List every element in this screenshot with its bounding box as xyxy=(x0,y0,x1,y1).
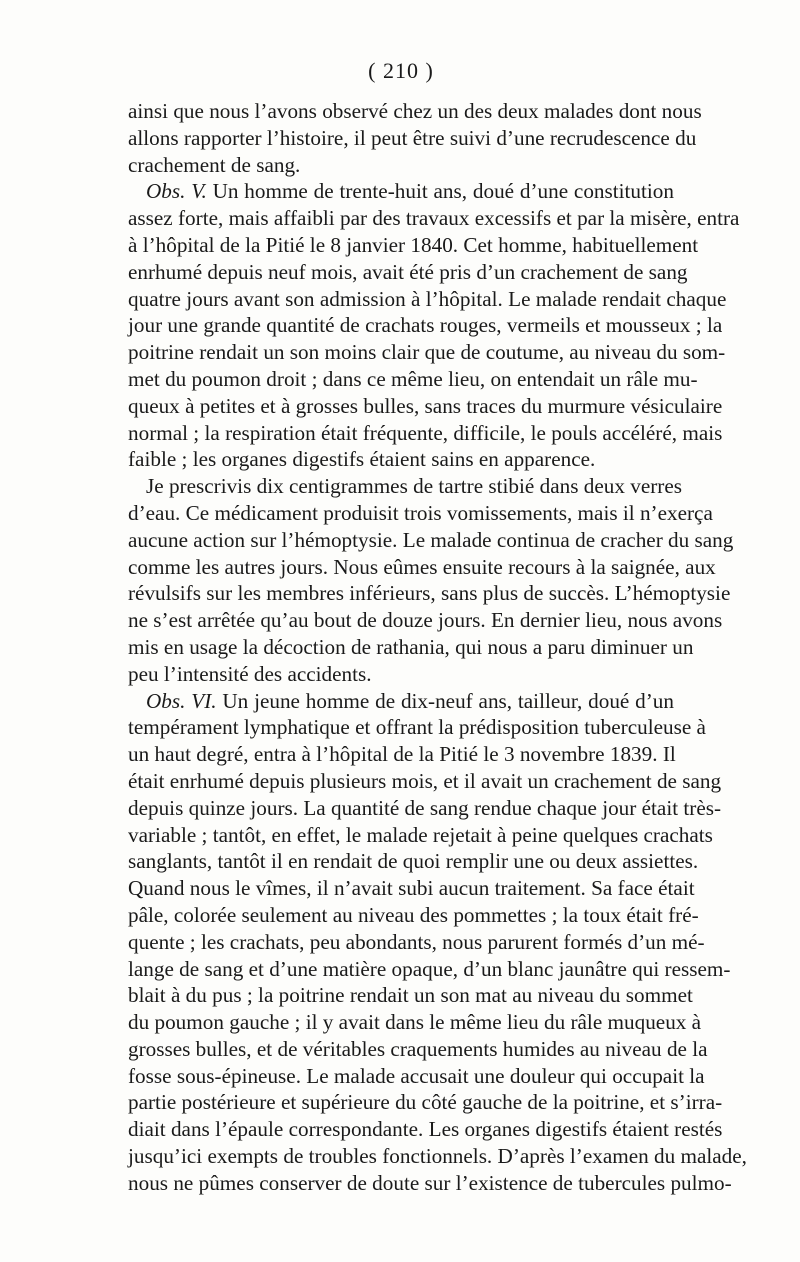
text-line xyxy=(128,956,731,983)
text-line xyxy=(128,741,674,768)
line-text: pâle, colorée seulement au niveau des pommettes ; la toux était fré- xyxy=(128,902,699,927)
text-line xyxy=(128,795,722,822)
text-line xyxy=(128,1089,723,1116)
text-line xyxy=(128,339,726,366)
text-line xyxy=(128,875,695,902)
line-text: peu l’intensité des accidents. xyxy=(128,661,372,686)
line-text: faible ; les organes digestifs étaient sains en apparence. xyxy=(128,447,596,472)
observation-label: Obs. VI. xyxy=(146,688,217,713)
line-text: blait à du pus ; la poitrine rendait un son mat au niveau du sommet xyxy=(128,983,693,1008)
book-page xyxy=(128,56,747,1206)
text-line xyxy=(128,902,699,929)
text-line xyxy=(128,205,740,232)
text-line xyxy=(128,366,698,393)
line-text: Quand nous le vîmes, il n’avait subi aucun traitement. Sa face était xyxy=(128,876,695,901)
text-line xyxy=(128,848,699,875)
text-line xyxy=(128,178,674,205)
line-text: grosses bulles, et de véritables craquements humides au niveau de la xyxy=(128,1036,708,1061)
text-line xyxy=(128,125,697,152)
line-text: diait dans l’épaule correspondante. Les organes digestifs étaient restés xyxy=(128,1117,723,1142)
line-text: partie postérieure et supérieure du côté gauche de la poitrine, et s’irra- xyxy=(128,1090,723,1115)
page-number: ( 210 ) xyxy=(368,58,434,83)
text-line xyxy=(128,1036,708,1063)
text-line xyxy=(128,232,699,259)
line-text: sanglants, tantôt il en rendait de quoi remplir une ou deux assiettes. xyxy=(128,849,699,874)
line-text: quatre jours avant son admission à l’hôpital. Le malade rendait chaque xyxy=(128,286,727,311)
line-text: met du poumon droit ; dans ce même lieu, on entendait un râle mu- xyxy=(128,366,698,391)
text-line xyxy=(128,554,716,581)
text-line xyxy=(128,259,688,286)
text-line xyxy=(128,580,731,607)
line-text: normal ; la respiration était fréquente, difficile, le pouls accéléré, mais xyxy=(128,420,723,445)
line-text: aucune action sur l’hémoptysie. Le malade continua de cracher du sang xyxy=(128,527,734,552)
line-text: enrhumé depuis neuf mois, avait été pris d’un crachement de sang xyxy=(128,259,688,284)
text-line xyxy=(128,393,723,420)
line-text: depuis quinze jours. La quantité de sang rendue chaque jour était très- xyxy=(128,795,722,820)
text-line xyxy=(128,152,674,179)
text-line xyxy=(128,822,713,849)
text-line xyxy=(128,1143,747,1170)
line-text: jour une grande quantité de crachats rouges, vermeils et mousseux ; la xyxy=(128,313,723,338)
observation-label: Obs. V. xyxy=(146,179,207,204)
line-text: mis en usage la décoction de rathania, qui nous a paru diminuer un xyxy=(128,634,694,659)
text-line xyxy=(128,500,713,527)
line-text: à l’hôpital de la Pitié le 8 janvier 1840. Cet homme, habituellement xyxy=(128,232,699,257)
line-text: variable ; tantôt, en effet, le malade rejetait à peine quelques crachats xyxy=(128,822,713,847)
line-text: un haut degré, entra à l’hôpital de la Pitié le 3 novembre 1839. Il xyxy=(128,742,676,767)
line-text: comme les autres jours. Nous eûmes ensuite recours à la saignée, aux xyxy=(128,554,716,579)
text-line xyxy=(128,420,723,447)
line-text: assez forte, mais affaibli par des travaux excessifs et par la misère, entra xyxy=(128,206,740,231)
text-line xyxy=(128,607,723,634)
text-line xyxy=(128,982,693,1009)
line-text: du poumon gauche ; il y avait dans le même lieu du râle muqueux à xyxy=(128,1010,702,1035)
text-line xyxy=(128,446,674,473)
line-text: d’eau. Ce médicament produisit trois vomissements, mais il n’exerça xyxy=(128,500,713,525)
line-text: quente ; les crachats, peu abondants, nous parurent formés d’un mé- xyxy=(128,929,705,954)
line-text: poitrine rendait un son moins clair que de coutume, au niveau du som- xyxy=(128,340,726,365)
line-text: révulsifs sur les membres inférieurs, sans plus de succès. L’hémoptysie xyxy=(128,581,731,606)
line-text: queux à petites et à grosses bulles, sans traces du murmure vésiculaire xyxy=(128,393,723,418)
text-line xyxy=(128,1116,723,1143)
text-line xyxy=(128,312,723,339)
line-text: jusqu’ici exempts de troubles fonctionnels. D’après l’examen du malade, xyxy=(128,1144,747,1169)
text-line xyxy=(128,714,706,741)
text-line xyxy=(128,527,734,554)
line-text: allons rapporter l’histoire, il peut être suivi d’une recrudescence du xyxy=(128,125,697,150)
line-text: lange de sang et d’une matière opaque, d’un blanc jaunâtre qui ressem- xyxy=(128,956,731,981)
line-text: ne s’est arrêtée qu’au bout de douze jours. En dernier lieu, nous avons xyxy=(128,608,723,633)
text-line xyxy=(128,768,722,795)
text-line xyxy=(128,1170,732,1197)
text-line xyxy=(128,1009,702,1036)
text-line xyxy=(128,1063,705,1090)
line-text: fosse sous-épineuse. Le malade accusait une douleur qui occupait la xyxy=(128,1063,705,1088)
line-text: ainsi que nous l’avons observé chez un des deux malades dont nous xyxy=(128,99,702,123)
text-line xyxy=(128,286,727,313)
line-text: nous ne pûmes conserver de doute sur l’existence de tubercules pulmo- xyxy=(128,1170,732,1195)
text-line xyxy=(128,473,682,500)
line-text: tempérament lymphatique et offrant la prédisposition tuberculeuse à xyxy=(128,715,706,740)
text-line xyxy=(128,688,674,715)
line-text: crachement de sang. xyxy=(128,152,301,177)
text-line xyxy=(128,98,702,125)
line-text: Un jeune homme de dix-neuf ans, tailleur, doué d’un xyxy=(216,688,674,713)
line-text: était enrhumé depuis plusieurs mois, et il avait un crachement de sang xyxy=(128,768,722,793)
text-line xyxy=(128,929,705,956)
body-text xyxy=(128,98,747,1197)
line-text: Je prescrivis dix centigrammes de tartre stibié dans deux verres xyxy=(146,474,682,499)
text-line xyxy=(128,634,694,661)
line-text: Un homme de trente-huit ans, doué d’une constitution xyxy=(206,179,674,204)
text-line xyxy=(128,661,674,688)
